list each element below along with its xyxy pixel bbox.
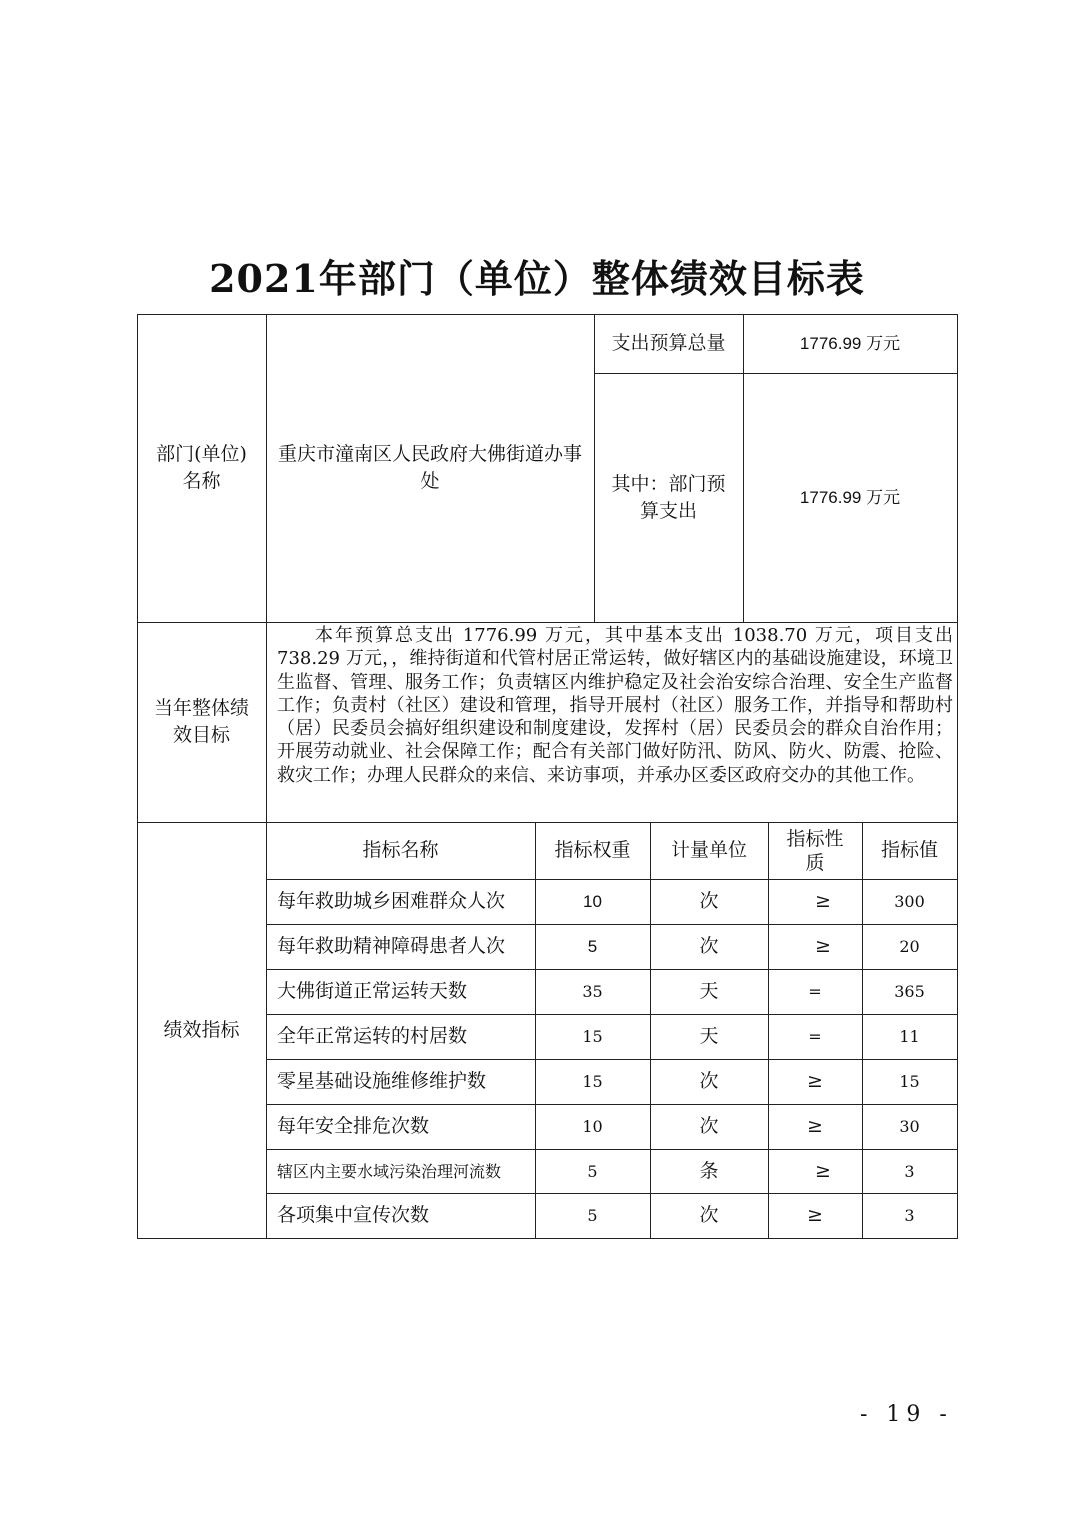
budget-total-label: 支出预算总量 — [611, 332, 726, 354]
goal-label: 当年整体绩 效目标 — [153, 697, 249, 746]
table-row-unit: 次 — [699, 1204, 719, 1226]
table-row-value: 30 — [899, 1117, 920, 1136]
page-number: - 19 - — [860, 1402, 953, 1427]
table-row-unit: 次 — [699, 1115, 719, 1137]
table-row-name: 每年救助城乡困难群众人次 — [277, 890, 506, 912]
indicators-label: 绩效指标 — [163, 1018, 240, 1041]
budget-total-value: 1776.99 万元 — [799, 334, 901, 353]
table-row-weight: 5 — [587, 937, 598, 956]
table-row-name: 每年救助精神障碍患者人次 — [277, 935, 506, 957]
table-row-nature: ≥ — [807, 1204, 823, 1226]
table-row-weight: 10 — [582, 1117, 603, 1136]
table-row-nature: ≥ — [807, 1115, 823, 1137]
table-row-unit: 条 — [699, 1159, 719, 1182]
table-row-weight: 15 — [582, 1027, 603, 1046]
table-row-nature: ≥ — [807, 1070, 823, 1092]
budget-dept-label: 其中：部门预 算支出 — [611, 472, 726, 522]
table-row-nature: = — [808, 1027, 822, 1046]
table-row-weight: 35 — [582, 982, 603, 1001]
header-unit: 计量单位 — [670, 839, 747, 861]
table-row-value: 300 — [894, 892, 925, 911]
page-title: 2021年部门（单位）整体绩效目标表 — [209, 256, 865, 301]
table-row-nature: = — [808, 982, 822, 1001]
table-row-name: 每年安全排危次数 — [277, 1115, 430, 1137]
table-row-unit: 天 — [699, 1025, 719, 1047]
table-row-nature: ≥ — [815, 890, 831, 912]
header-indicator-name: 指标名称 — [362, 839, 439, 861]
header-weight: 指标权重 — [554, 839, 631, 861]
table-row-value: 365 — [894, 982, 925, 1001]
table-row-value: 20 — [899, 937, 920, 956]
table-row-nature: ≥ — [815, 1159, 831, 1182]
dept-name: 重庆市潼南区人民政府大佛街道办事 处 — [277, 443, 582, 492]
table-row-unit: 天 — [699, 980, 719, 1002]
table-row-name: 辖区内主要水域污染治理河流数 — [277, 1161, 502, 1181]
table-row-name: 各项集中宣传次数 — [277, 1204, 430, 1226]
table-row-value: 3 — [904, 1206, 915, 1225]
table-row-weight: 15 — [582, 1072, 603, 1091]
table-row-name: 大佛街道正常运转天数 — [277, 980, 468, 1002]
table-row-value: 11 — [899, 1027, 920, 1046]
table-row-name: 零星基础设施维修维护数 — [277, 1070, 487, 1092]
table-row-weight: 5 — [587, 1206, 598, 1225]
table-row-unit: 次 — [699, 935, 719, 957]
table-row-weight: 10 — [583, 892, 602, 911]
dept-label: 部门(单位) 名称 — [156, 443, 247, 492]
table-row-unit: 次 — [699, 1070, 719, 1092]
table-row-value: 3 — [904, 1161, 915, 1181]
table-row-weight: 5 — [587, 1161, 598, 1181]
table-row-nature: ≥ — [815, 935, 831, 957]
table-row-name: 全年正常运转的村居数 — [277, 1025, 468, 1047]
header-nature: 指标性 质 — [786, 827, 844, 874]
header-value: 指标值 — [880, 839, 938, 861]
budget-dept-value: 1776.99 万元 — [799, 488, 901, 507]
table-row-unit: 次 — [699, 890, 719, 912]
table-row-value: 15 — [899, 1072, 920, 1091]
goal-text: 本年预算总支出 1776.99 万元，其中基本支出 1038.70 万元，项目支出 738.29 万元，，维持街道和代管村居正常运转，做好辖区内的基础设施建设，环境卫生监督、管理、服务工作；负责辖区内维护稳定及社会治安综合治理、安全生产监督工作；负责村（社区）建设和管理，指导开展村（社区）服务工作，并指导和帮助村（居）民委员会搞好组织建设和制度建设，发挥村（居）民委员会的群众自治作用；开展劳动就业、社会保障工作；配合有关部门做好防汛、防风、防火、防震、抢险、救灾工作；办理人民群众的来信、来访事项，并承办区委区政府交办的其他工作。 — [277, 625, 953, 786]
